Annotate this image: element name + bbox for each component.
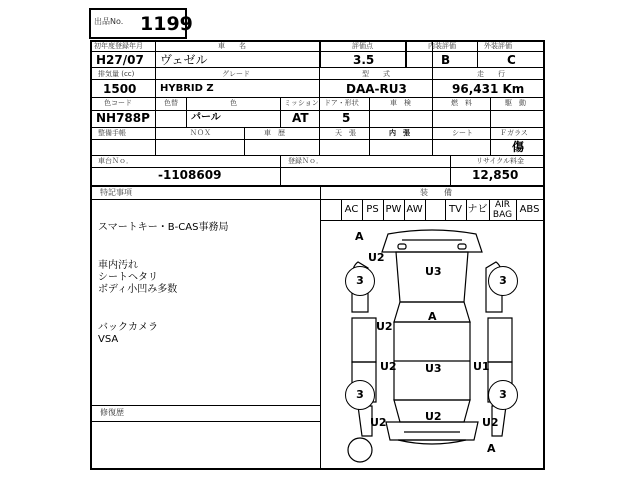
note-line: ボディ小凹み多数 — [98, 284, 178, 295]
manual-label: 整備手帳 — [98, 129, 126, 137]
model-label: 型 式 — [362, 70, 390, 78]
wheel-rl-circle: 3 — [345, 380, 375, 410]
mileage-value: 96,431 Km — [452, 82, 525, 96]
damage-windshield-left: U2 — [376, 320, 393, 333]
note-line: シートヘタリ — [98, 272, 158, 283]
damage-door-right: U1 — [473, 360, 490, 373]
color-type-label: 色替 — [164, 99, 178, 107]
chassis-label: 車台Ｎｏ． — [98, 157, 133, 165]
note-line — [98, 234, 228, 260]
damage-hood-left: U2 — [368, 251, 385, 264]
notes-header: 特記事項 — [100, 188, 132, 197]
equipment-item: TV — [449, 204, 462, 215]
note-line: バックカメラ — [98, 322, 158, 333]
color-value: パール — [191, 112, 221, 123]
damage-center: A — [428, 310, 437, 323]
int-value: B — [441, 53, 451, 67]
car-diagram — [322, 222, 542, 467]
interior-label: 内 張 — [389, 129, 410, 137]
equipment-item: ナビ — [467, 204, 488, 215]
note-line: 車内汚れ — [98, 260, 138, 271]
nox-label: ＮＯＸ — [190, 129, 211, 137]
grade-value: HYBRID Z — [160, 83, 214, 94]
cc-label: 排気量 (cc) — [98, 70, 135, 78]
note-line — [98, 296, 228, 322]
score-value: 3.5 — [353, 53, 375, 67]
capacity-label: 車 検 — [390, 99, 411, 107]
ext-value: C — [507, 53, 516, 67]
damage-door-left: U2 — [380, 360, 397, 373]
ext-label: 外装評価 — [484, 42, 512, 50]
mileage-label: 走 行 — [477, 70, 505, 78]
score-label: 評価点 — [352, 42, 373, 50]
history-label: 車 歴 — [264, 129, 285, 137]
sheet-label: シート — [452, 129, 473, 137]
equipment-divider — [425, 200, 426, 220]
chassis-value: -1108609 — [158, 168, 222, 182]
reg-label: 登録Ｎｏ． — [288, 157, 323, 165]
mission-value: AT — [292, 111, 309, 125]
cc-value: 1500 — [103, 82, 137, 96]
notes-list — [98, 222, 228, 346]
equipment-header: 装 備 — [420, 188, 452, 197]
equipment-item: AW — [406, 204, 423, 215]
name-label: 車 名 — [218, 42, 246, 50]
damage-cabin: U3 — [425, 362, 442, 375]
mission-label: ミッション — [284, 99, 319, 107]
recycle-value: 12,850 — [472, 168, 519, 182]
int-label: 内装評価 — [428, 42, 456, 50]
damage-rear-right: U2 — [482, 416, 499, 429]
equipment-item: AC — [344, 204, 359, 215]
color-code-label: 色コード — [104, 99, 132, 107]
fuel-label: 燃 料 — [451, 99, 472, 107]
year-label: 初年度登録年月 — [94, 42, 143, 50]
color-label: 色 — [230, 99, 237, 107]
repair-header: 修復歴 — [100, 408, 124, 417]
glass-label: Ｆガラス — [500, 129, 528, 137]
damage-trunk: U2 — [425, 410, 442, 423]
wheel-fl-circle: 3 — [345, 266, 375, 296]
wheel-fr-circle: 3 — [488, 266, 518, 296]
roof-label: 天 張 — [335, 129, 356, 137]
equipment-item: PW — [385, 204, 402, 215]
note-line: スマートキー・B-CAS事務局 — [98, 222, 229, 233]
equipment-item: PS — [366, 204, 379, 215]
door-label: ドア・形状 — [324, 99, 359, 107]
damage-rear-left: U2 — [370, 416, 387, 429]
damage-rear: A — [487, 442, 496, 455]
model-value: DAA-RU3 — [346, 82, 407, 96]
color-code-value: NH788P — [96, 111, 150, 125]
lot-label: 出品No. — [94, 17, 124, 26]
door-value: 5 — [342, 111, 351, 125]
damage-front: A — [355, 230, 364, 243]
year-value: H27/07 — [96, 53, 144, 67]
lot-number: 1199 — [140, 13, 193, 35]
recycle-label: リサイクル料金 — [476, 157, 525, 165]
name-value: ヴェゼル — [160, 53, 208, 67]
note-line: VSA — [98, 334, 119, 345]
wheel-rr-circle: 3 — [488, 380, 518, 410]
equipment-item: AIR BAG — [492, 200, 513, 220]
equipment-item: ABS — [519, 204, 540, 215]
grade-label: グレード — [222, 70, 250, 78]
glass-value: 傷 — [512, 140, 525, 154]
drive-label: 駆 動 — [505, 99, 526, 107]
damage-roof: U3 — [425, 265, 442, 278]
